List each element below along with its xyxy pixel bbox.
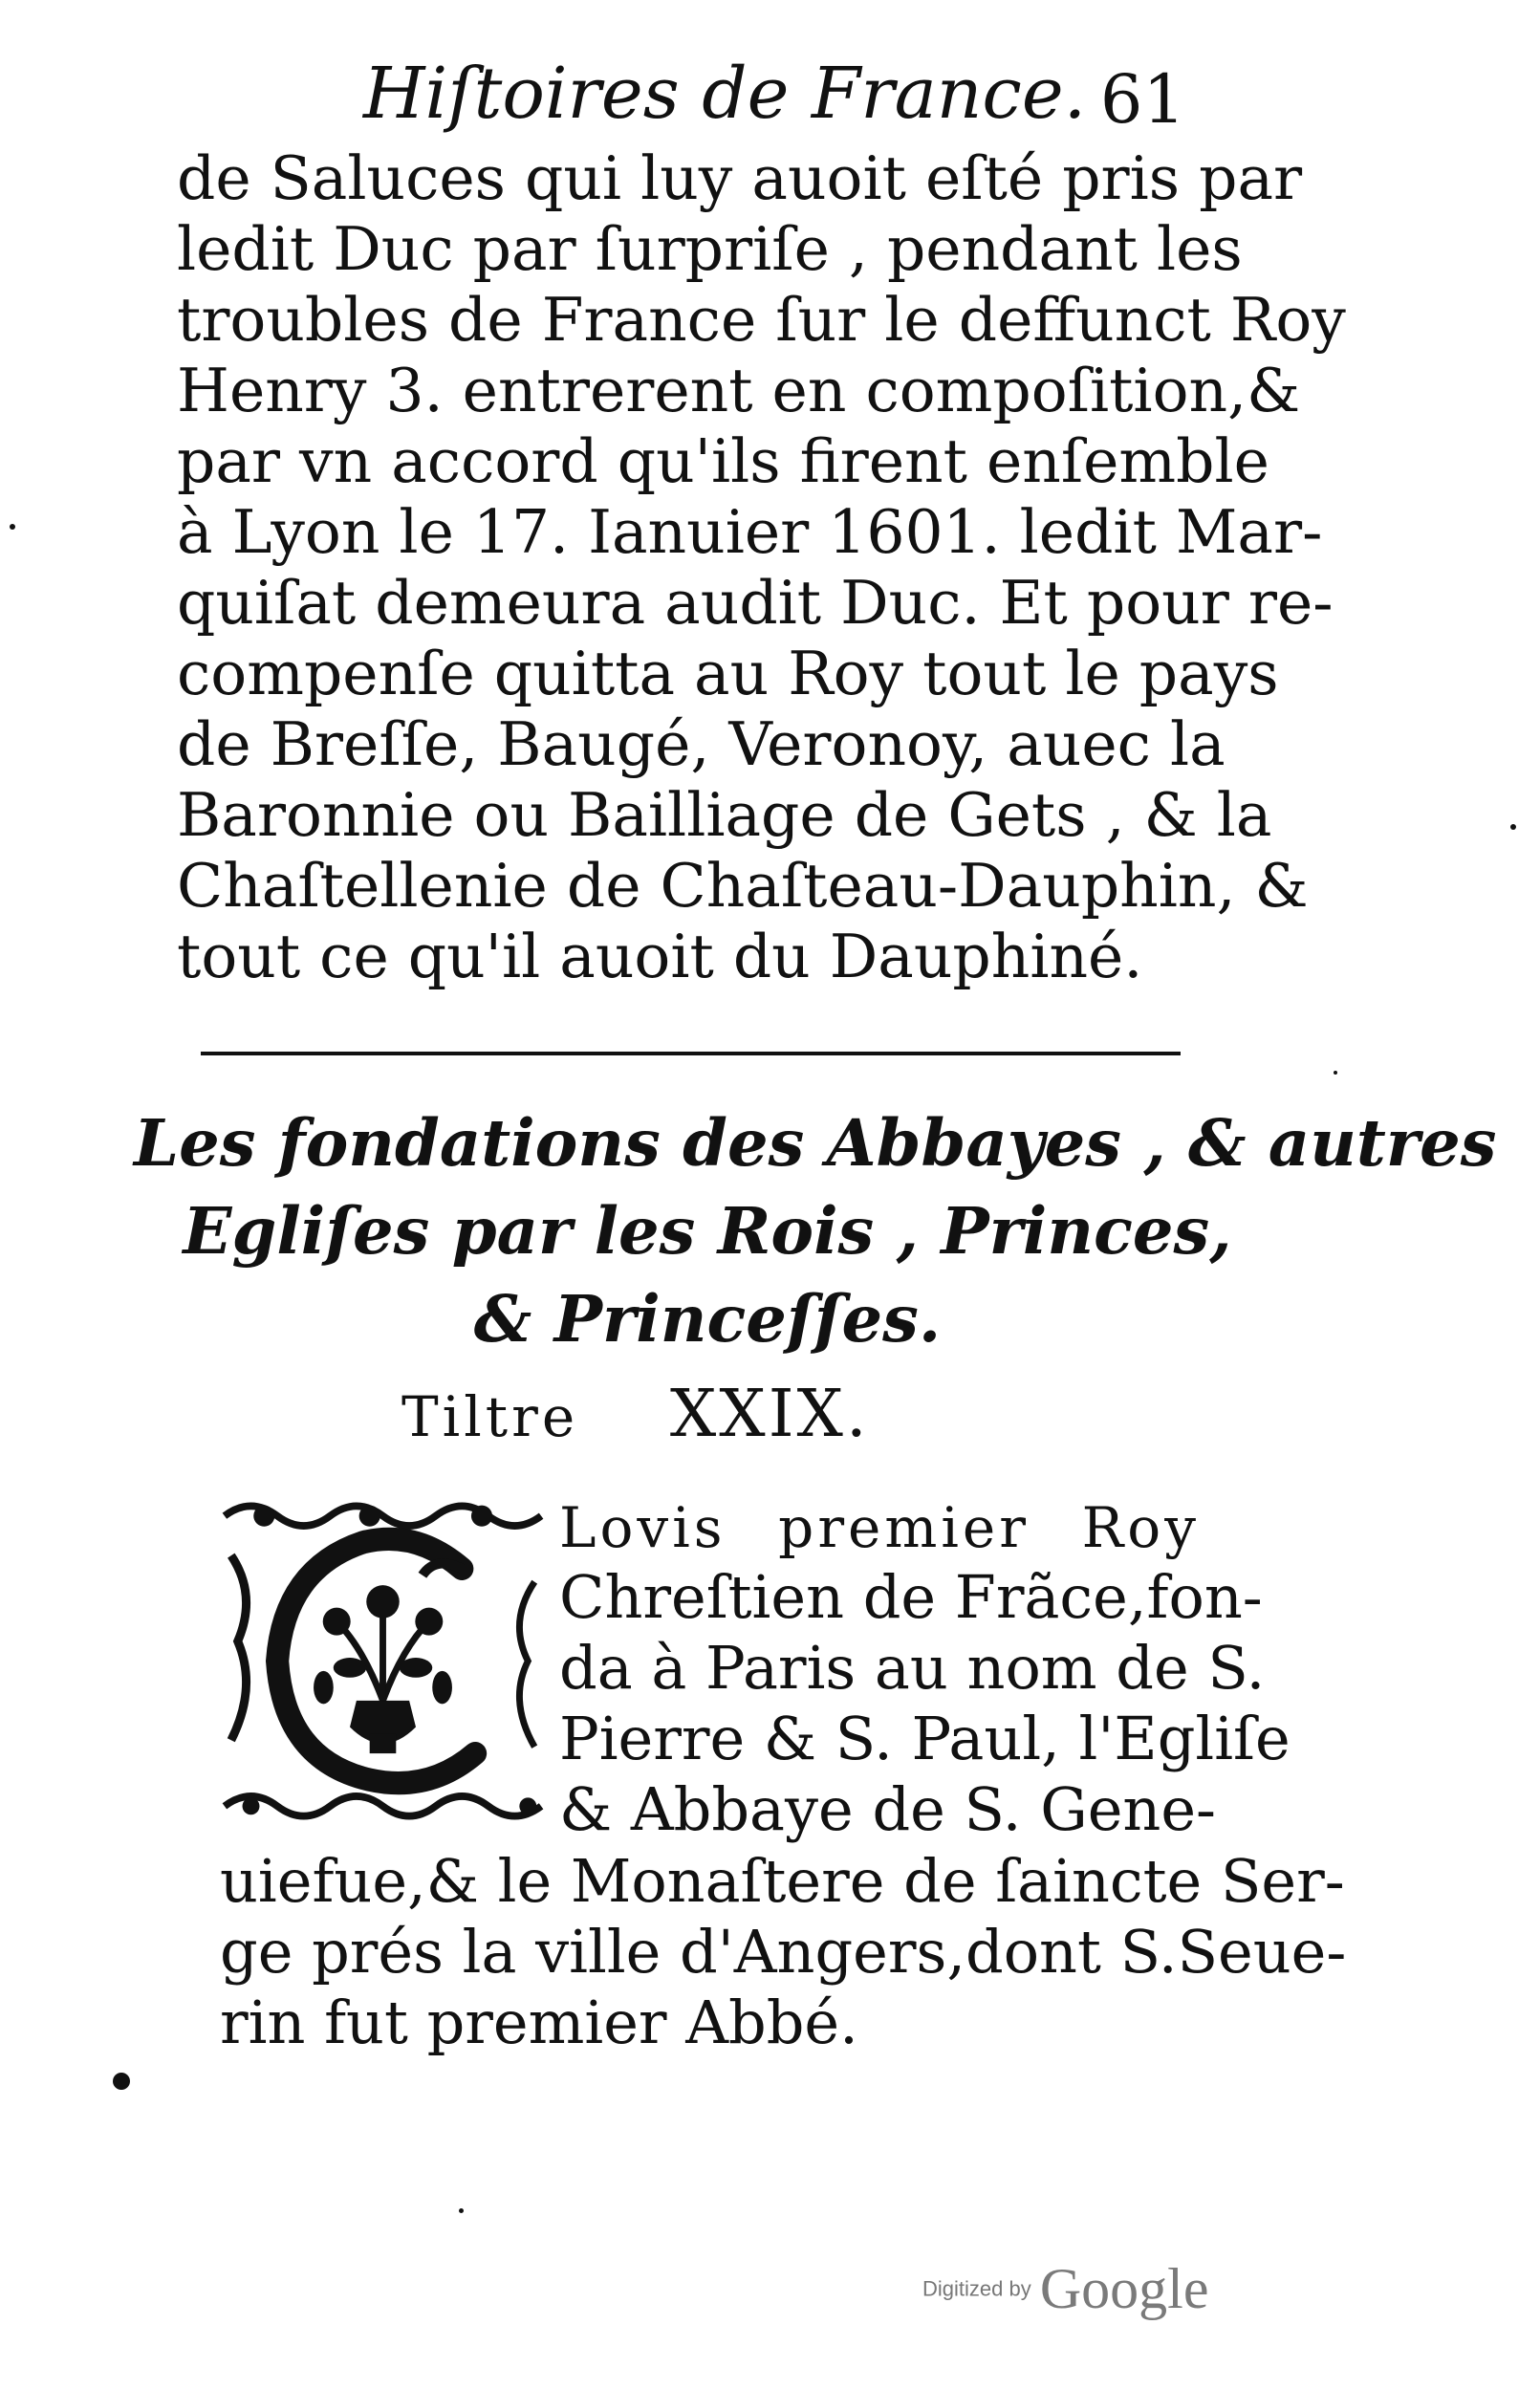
paragraph-beside-initial bbox=[559, 1491, 1291, 1845]
body-line: ledit Duc par ſurpriſe , pendant les bbox=[177, 214, 1243, 284]
body-text bbox=[177, 143, 1346, 992]
ink-speck bbox=[1334, 1071, 1337, 1075]
initial-word: Lovis premier Roy bbox=[559, 1495, 1200, 1560]
heading-line: Egliſes par les Rois , Princes, bbox=[183, 1193, 1232, 1269]
chapter-label: Tiltre bbox=[401, 1384, 579, 1449]
body-line: troubles de France ſur le deffunct Roy bbox=[177, 285, 1346, 355]
body-line: de Breſſe, Baugé, Veronoy, auec la bbox=[177, 709, 1225, 779]
heading-line: Les fondations des Abbayes , & autres bbox=[134, 1105, 1497, 1181]
horizontal-rule bbox=[201, 1052, 1181, 1055]
body-line: Henry 3. entrerent en compoſition,& bbox=[177, 356, 1301, 425]
chapter-number: XXIX. bbox=[669, 1377, 870, 1452]
body-line: uiefue,& le Monaſtere de ſaincte Ser- bbox=[220, 1846, 1345, 1916]
paragraph-continued bbox=[220, 1846, 1347, 2058]
digitization-stamp bbox=[922, 2256, 1208, 2323]
body-line: à Lyon le 17. Ianuier 1601. ledit Mar- bbox=[177, 497, 1323, 567]
body-line: tout ce qu'il auoit du Dauphiné. bbox=[177, 922, 1143, 991]
heading-line: & Princeſſes. bbox=[473, 1281, 942, 1357]
body-line: quiſat demeura audit Duc. Et pour re- bbox=[177, 568, 1334, 638]
ink-speck bbox=[1510, 824, 1516, 830]
stamp-small-text: Digitized by bbox=[922, 2276, 1031, 2301]
body-line: & Abbaye de S. Gene- bbox=[559, 1774, 1216, 1844]
stamp-logo-text: Google bbox=[1039, 2257, 1209, 2320]
body-line: da à Paris au nom de S. bbox=[559, 1633, 1266, 1703]
running-title: Hiſtoires de France. bbox=[363, 53, 1087, 135]
section-heading bbox=[134, 1099, 1497, 1363]
body-line: rin fut premier Abbé. bbox=[220, 1988, 858, 2057]
decorated-initial-c-icon bbox=[218, 1496, 548, 1826]
body-line: compenſe quitta au Roy tout le pays bbox=[177, 639, 1279, 708]
body-line: Chreſtien de Frãce,fon- bbox=[559, 1562, 1263, 1632]
chapter-title bbox=[401, 1377, 870, 1452]
body-line: Pierre & S. Paul, l'Egliſe bbox=[559, 1704, 1291, 1773]
ink-speck bbox=[10, 524, 15, 530]
ink-speck bbox=[459, 2208, 464, 2213]
body-line: ge prés la ville d'Angers,dont S.Seue- bbox=[220, 1917, 1347, 1987]
body-line bbox=[559, 1491, 1200, 1562]
ink-speck bbox=[113, 2073, 130, 2090]
body-line: Baronnie ou Bailliage de Gets , & la bbox=[177, 780, 1272, 850]
body-line: de Saluces qui luy auoit eſté pris par bbox=[177, 143, 1303, 213]
body-line: par vn accord qu'ils firent enſemble bbox=[177, 426, 1269, 496]
running-head bbox=[363, 53, 1185, 158]
body-line: Chaſtellenie de Chaſteau-Dauphin, & bbox=[177, 851, 1309, 921]
page-number: 61 bbox=[1099, 60, 1185, 139]
